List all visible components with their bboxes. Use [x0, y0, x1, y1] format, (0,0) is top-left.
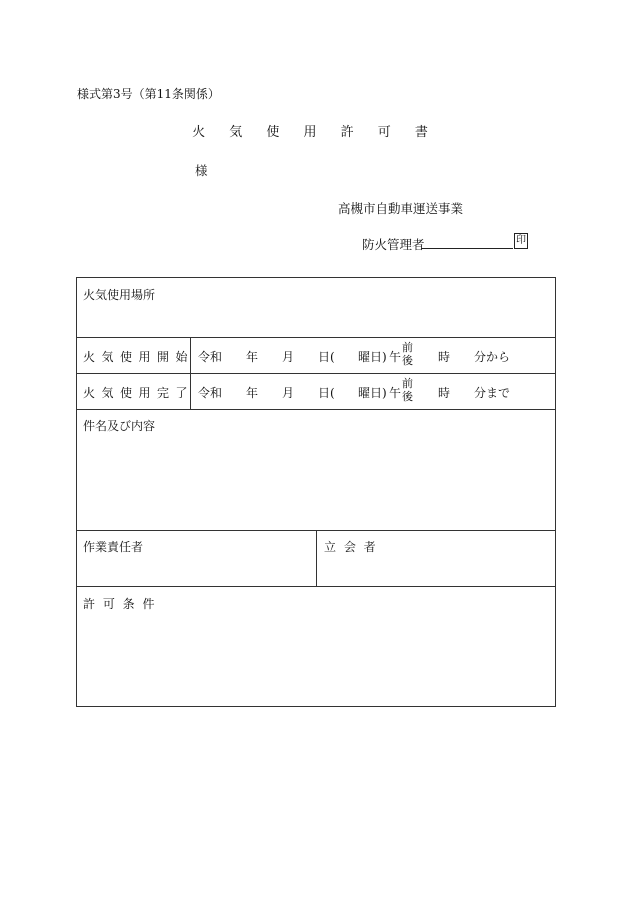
addressee-suffix: 様: [195, 163, 208, 178]
hour-label: 時: [438, 386, 451, 400]
table-divider: [316, 530, 317, 586]
era-label: 令和: [198, 350, 223, 364]
day-label: 日(: [318, 350, 335, 364]
ampm-stack: [402, 377, 413, 403]
year-label: 年: [246, 350, 259, 364]
era-label: 令和: [198, 386, 223, 400]
document-title: 火 気 使 用 許 可 書: [192, 125, 438, 140]
end-suffix: 分まで: [474, 386, 511, 400]
table-rule: [77, 373, 555, 374]
pm-label: 後: [402, 390, 413, 403]
location-label: 火気使用場所: [83, 288, 156, 302]
am-label: 前: [402, 377, 413, 390]
year-label: 年: [246, 386, 259, 400]
month-label: 月: [282, 350, 295, 364]
weekday-label: 曜日): [358, 350, 387, 364]
day-label: 日(: [318, 386, 335, 400]
pm-label: 後: [402, 354, 413, 367]
noon-label: 午: [389, 350, 402, 364]
witness-label: 立 会 者: [324, 540, 378, 554]
supervisor-label: 作業責任者: [83, 540, 144, 554]
start-suffix: 分から: [474, 350, 511, 364]
signature-line: [421, 248, 513, 249]
seal-box: 印: [514, 233, 528, 249]
ampm-stack: [402, 341, 413, 367]
hour-label: 時: [438, 350, 451, 364]
table-rule: [77, 337, 555, 338]
table-rule: [77, 586, 555, 587]
end-label: 火気使用完了: [83, 386, 195, 400]
noon-label: 午: [389, 386, 402, 400]
month-label: 月: [282, 386, 295, 400]
issuer-name: 高槻市自動車運送事業: [338, 201, 464, 216]
conditions-label: 許 可 条 件: [83, 597, 157, 611]
permit-table: [76, 277, 556, 707]
weekday-label: 曜日): [358, 386, 387, 400]
subject-label: 件名及び内容: [83, 419, 156, 433]
table-rule: [77, 409, 555, 410]
start-label: 火気使用開始: [83, 350, 195, 364]
am-label: 前: [402, 341, 413, 354]
fire-manager-label: 防火管理者: [362, 237, 425, 252]
form-number: 様式第3号（第11条関係）: [77, 87, 220, 101]
